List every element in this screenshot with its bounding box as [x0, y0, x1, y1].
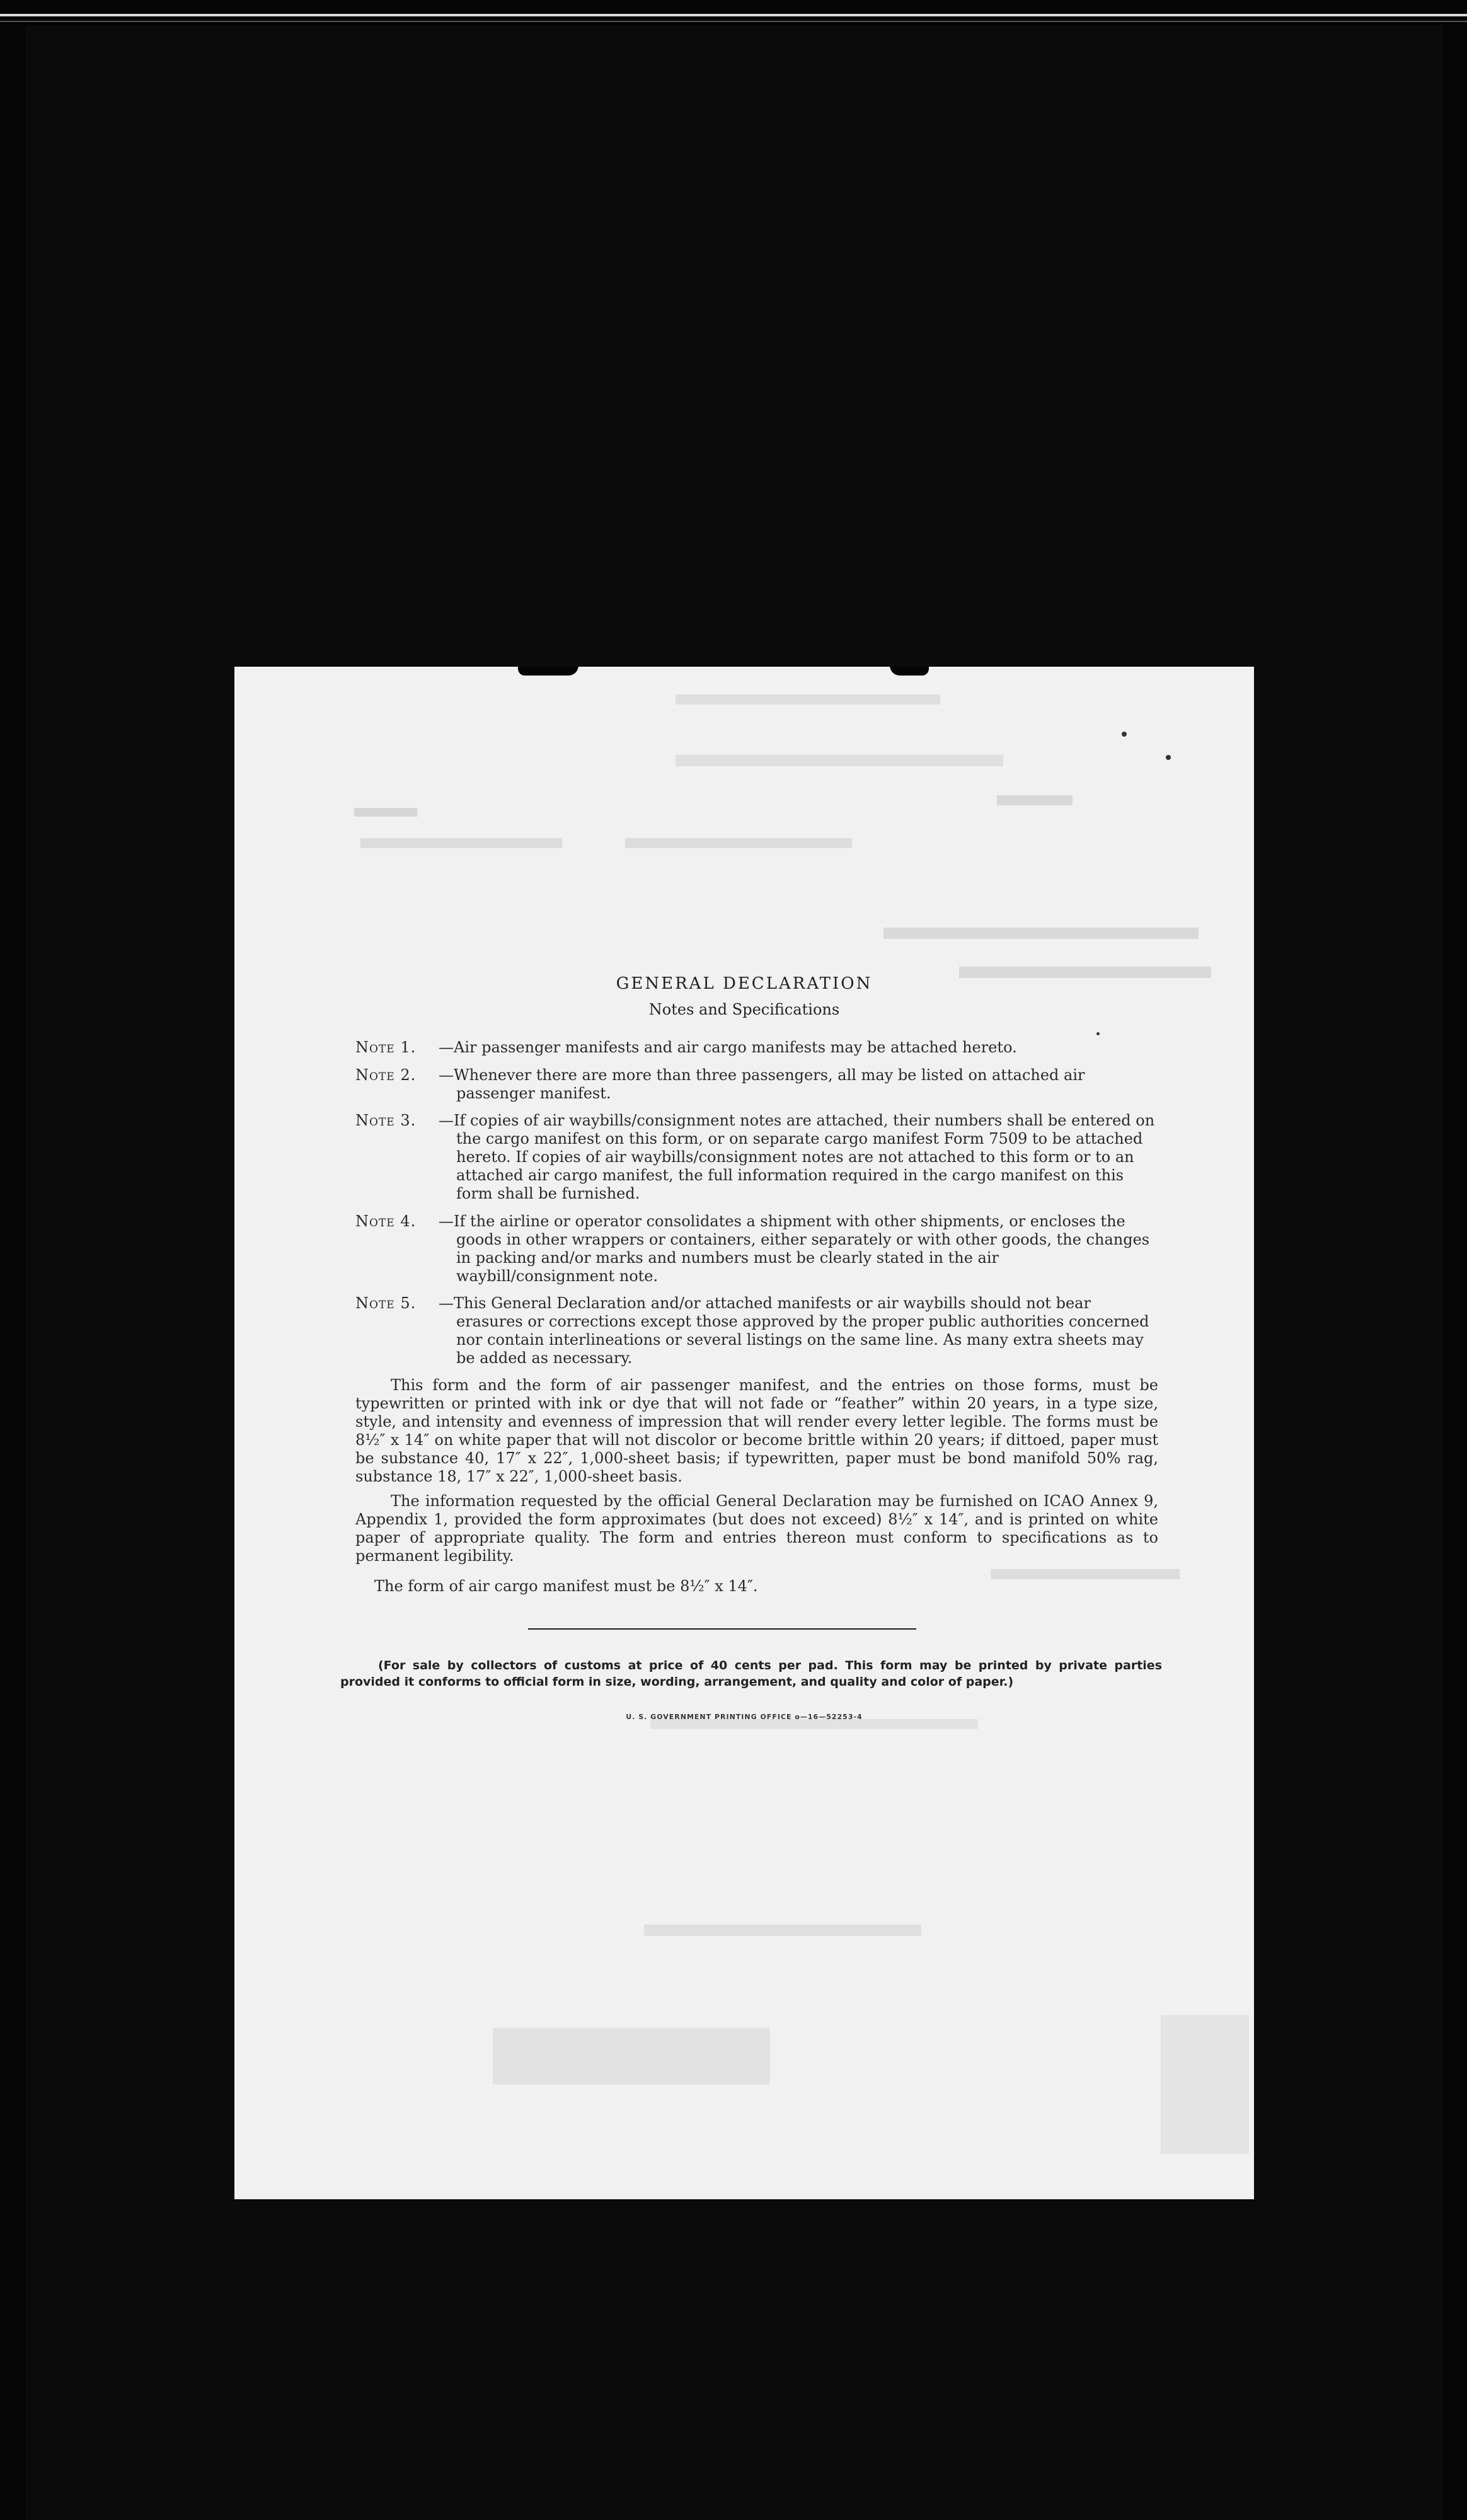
bleed-through-mark [354, 808, 417, 817]
note-2 [355, 1066, 1156, 1103]
note-5 [355, 1294, 1156, 1367]
paragraph-format-requirements: This form and the form of air passenger manifest, and the entries on those forms, must be typewritten or printed with ink or dye that will not fade or “feather” within 20 years, in a type size, style, and intensity and evenness of impression that will render every letter legible. The forms must be 8½″ x 14″ on white paper that will not discolor or become brittle within 20 years; if dittoed, paper must be substance 40, 17″ x 22″, 1,000-sheet basis; if typewritten, paper must be bond manifold 50% rag, substance 18, 17″ x 22″, 1,000-sheet basis. [355, 1376, 1158, 1485]
torn-edge-left [518, 667, 578, 676]
note-text: —Whenever there are more than three passengers, all may be listed on attached air passenger manifest. [439, 1066, 1085, 1102]
bleed-through-stamp [493, 2028, 770, 2085]
bleed-through-mark [625, 838, 852, 848]
sale-notice-text: (For sale by collectors of customs at price of 40 cents per pad. This form may be printed by private parties provided it conforms to official form in size, wording, arrangement, and quality and color of paper.) [340, 1659, 1162, 1689]
microfilm-edge-line-secondary [0, 21, 1467, 22]
speck [1096, 1032, 1100, 1035]
printer-imprint: U. S. GOVERNMENT PRINTING OFFICE o—16—52253-4 [626, 1713, 863, 1721]
bleed-through-mark [1161, 2015, 1249, 2154]
note-3 [355, 1112, 1156, 1203]
speck [1166, 755, 1171, 760]
bleed-through-mark [676, 694, 940, 705]
note-text: —This General Declaration and/or attached manifests or air waybills should not bear erasures or corrections except those approved by the proper public authorities concerned nor contain interlineations or several listings on the same line. As many extra sheets may be added as necessary. [439, 1294, 1149, 1367]
paragraph-cargo-manifest-size: The form of air cargo manifest must be 8½″ x 14″. [374, 1577, 758, 1595]
bleed-through-mark [991, 1569, 1180, 1579]
speck [1122, 732, 1127, 737]
paragraph-icao-annex: The information requested by the official General Declaration may be furnished on ICAO Annex 9, Appendix 1, provided the form approximates (but does not exceed) 8½″ x 14″, and is printed on white paper of appropriate quality. The form and entries thereon must conform to specifications as to permanent legibility. [355, 1492, 1158, 1565]
bleed-through-mark [997, 795, 1073, 805]
note-4 [355, 1212, 1156, 1286]
document-sheet [234, 667, 1254, 2199]
document-title: GENERAL DECLARATION [616, 974, 873, 993]
note-label: Note 1. [355, 1038, 417, 1056]
torn-edge-right [890, 667, 929, 676]
note-text: —Air passenger manifests and air cargo manifests may be attached hereto. [439, 1038, 1017, 1056]
note-text: —If the airline or operator consolidates a shipment with other shipments, or encloses the goods in other wrappers or containers, either separately or with other goods, the changes in packing and/or marks and numbers must be clearly stated in the air waybill/consignment note. [439, 1212, 1150, 1285]
note-1 [355, 1038, 1156, 1057]
note-text: —If copies of air waybills/consignment notes are attached, their numbers shall be entered on the cargo manifest on this form, or on separate cargo manifest Form 7509 to be attached hereto. If copies of air waybills/consignment notes are not attached to this form or to an attached air cargo manifest, the full information required in the cargo manifest on this form shall be furnished. [439, 1112, 1155, 1202]
bleed-through-mark [644, 1925, 921, 1936]
bleed-through-mark [883, 928, 1199, 939]
microfilm-edge-line [0, 14, 1467, 16]
bleed-through-mark [676, 755, 1003, 766]
sale-notice [340, 1657, 1162, 1690]
divider-line [528, 1628, 916, 1630]
note-label: Note 5. [355, 1294, 417, 1312]
document-subtitle: Notes and Specifications [648, 1001, 840, 1018]
note-label: Note 4. [355, 1212, 417, 1230]
bleed-through-mark [360, 838, 562, 848]
note-label: Note 3. [355, 1112, 417, 1129]
note-label: Note 2. [355, 1066, 417, 1084]
